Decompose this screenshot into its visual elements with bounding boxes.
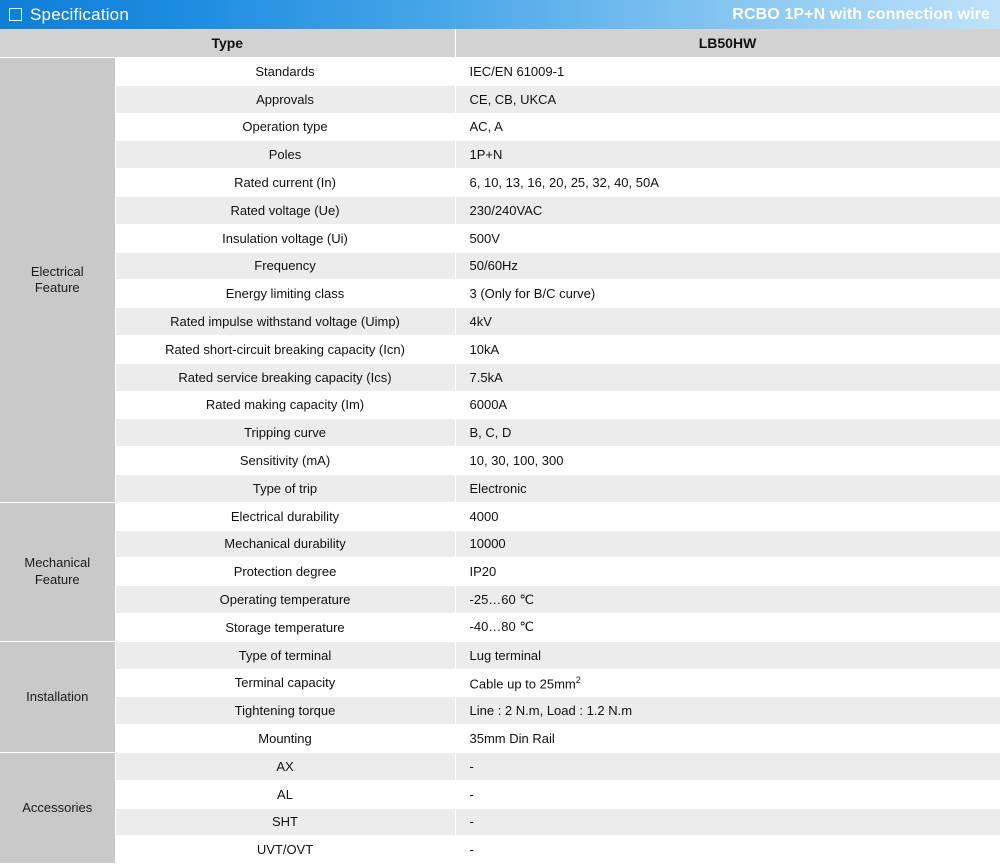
parameter-label: Sensitivity (mA) [115,447,455,475]
column-header-type: Type [0,29,455,58]
parameter-value: 6, 10, 13, 16, 20, 25, 32, 40, 50A [455,169,1000,197]
parameter-value: -25…60 ℃ [455,586,1000,614]
parameter-value: Lug terminal [455,641,1000,669]
page-header [0,0,1000,29]
parameter-value: 6000A [455,391,1000,419]
parameter-value: 35mm Din Rail [455,725,1000,753]
parameter-value: 500V [455,224,1000,252]
parameter-label: AL [115,780,455,808]
group-label: Accessories [0,752,115,863]
parameter-label: Operation type [115,113,455,141]
table-row [0,391,1000,419]
parameter-label: Protection degree [115,558,455,586]
table-row [0,141,1000,169]
parameter-label: Tripping curve [115,419,455,447]
table-row [0,669,1000,697]
table-row [0,335,1000,363]
parameter-value: -40…80 ℃ [455,613,1000,641]
parameter-label: Type of trip [115,474,455,502]
table-row [0,252,1000,280]
table-row [0,58,1000,86]
parameter-value: - [455,780,1000,808]
parameter-label: Mounting [115,725,455,753]
column-header-model: LB50HW [455,29,1000,58]
parameter-label: Rated short-circuit breaking capacity (Icn) [115,335,455,363]
parameter-label: Insulation voltage (Ui) [115,224,455,252]
parameter-value: 3 (Only for B/C curve) [455,280,1000,308]
header-left-group [0,5,129,25]
parameter-label: Rated making capacity (Im) [115,391,455,419]
parameter-value: CE, CB, UKCA [455,85,1000,113]
group-label: Installation [0,641,115,752]
group-label: Mechanical Feature [0,502,115,641]
parameter-value: - [455,808,1000,836]
specification-table [0,29,1000,864]
parameter-value: 4kV [455,308,1000,336]
table-row [0,419,1000,447]
parameter-value: 10, 30, 100, 300 [455,447,1000,475]
parameter-label: Rated impulse withstand voltage (Uimp) [115,308,455,336]
table-header-row [0,29,1000,58]
parameter-value: 230/240VAC [455,196,1000,224]
table-header [0,29,1000,58]
parameter-value: IP20 [455,558,1000,586]
group-label: Electrical Feature [0,58,115,503]
parameter-label: Mechanical durability [115,530,455,558]
parameter-value: - [455,836,1000,864]
parameter-label: Storage temperature [115,613,455,641]
table-row [0,85,1000,113]
table-row [0,697,1000,725]
parameter-label: AX [115,752,455,780]
parameter-label: Energy limiting class [115,280,455,308]
parameter-value: IEC/EN 61009-1 [455,58,1000,86]
table-row [0,196,1000,224]
parameter-label: Electrical durability [115,502,455,530]
parameter-value: Line : 2 N.m, Load : 1.2 N.m [455,697,1000,725]
table-row [0,752,1000,780]
square-outline-icon [9,8,22,21]
table-row [0,586,1000,614]
parameter-value: AC, A [455,113,1000,141]
parameter-value: 10000 [455,530,1000,558]
table-row [0,447,1000,475]
parameter-value: Electronic [455,474,1000,502]
parameter-value: 4000 [455,502,1000,530]
parameter-label: Frequency [115,252,455,280]
table-row [0,641,1000,669]
table-row [0,224,1000,252]
parameter-label: Standards [115,58,455,86]
table-row [0,780,1000,808]
parameter-label: Type of terminal [115,641,455,669]
parameter-label: Approvals [115,85,455,113]
page-title: Specification [30,4,129,24]
parameter-label: Terminal capacity [115,669,455,697]
parameter-label: Rated current (In) [115,169,455,197]
parameter-value: Cable up to $25mm^2$ [455,669,1000,697]
parameter-value: 7.5kA [455,363,1000,391]
table-row [0,113,1000,141]
table-row [0,613,1000,641]
value-superscript: 2 [575,674,581,685]
parameter-value: 50/60Hz [455,252,1000,280]
table-row [0,308,1000,336]
table-row [0,363,1000,391]
parameter-value: B, C, D [455,419,1000,447]
parameter-label: UVT/OVT [115,836,455,864]
table-row [0,808,1000,836]
parameter-label: SHT [115,808,455,836]
parameter-label: Tightening torque [115,697,455,725]
table-row [0,169,1000,197]
parameter-value: 10kA [455,335,1000,363]
table-row [0,530,1000,558]
parameter-label: Operating temperature [115,586,455,614]
table-row [0,725,1000,753]
parameter-label: Rated service breaking capacity (Ics) [115,363,455,391]
product-title: RCBO 1P+N with connection wire [732,5,990,23]
table-row [0,474,1000,502]
table-row [0,502,1000,530]
table-row [0,558,1000,586]
parameter-value: - [455,752,1000,780]
parameter-value: 1P+N [455,141,1000,169]
parameter-label: Poles [115,141,455,169]
table-row [0,280,1000,308]
parameter-label: Rated voltage (Ue) [115,196,455,224]
table-body [0,58,1000,864]
